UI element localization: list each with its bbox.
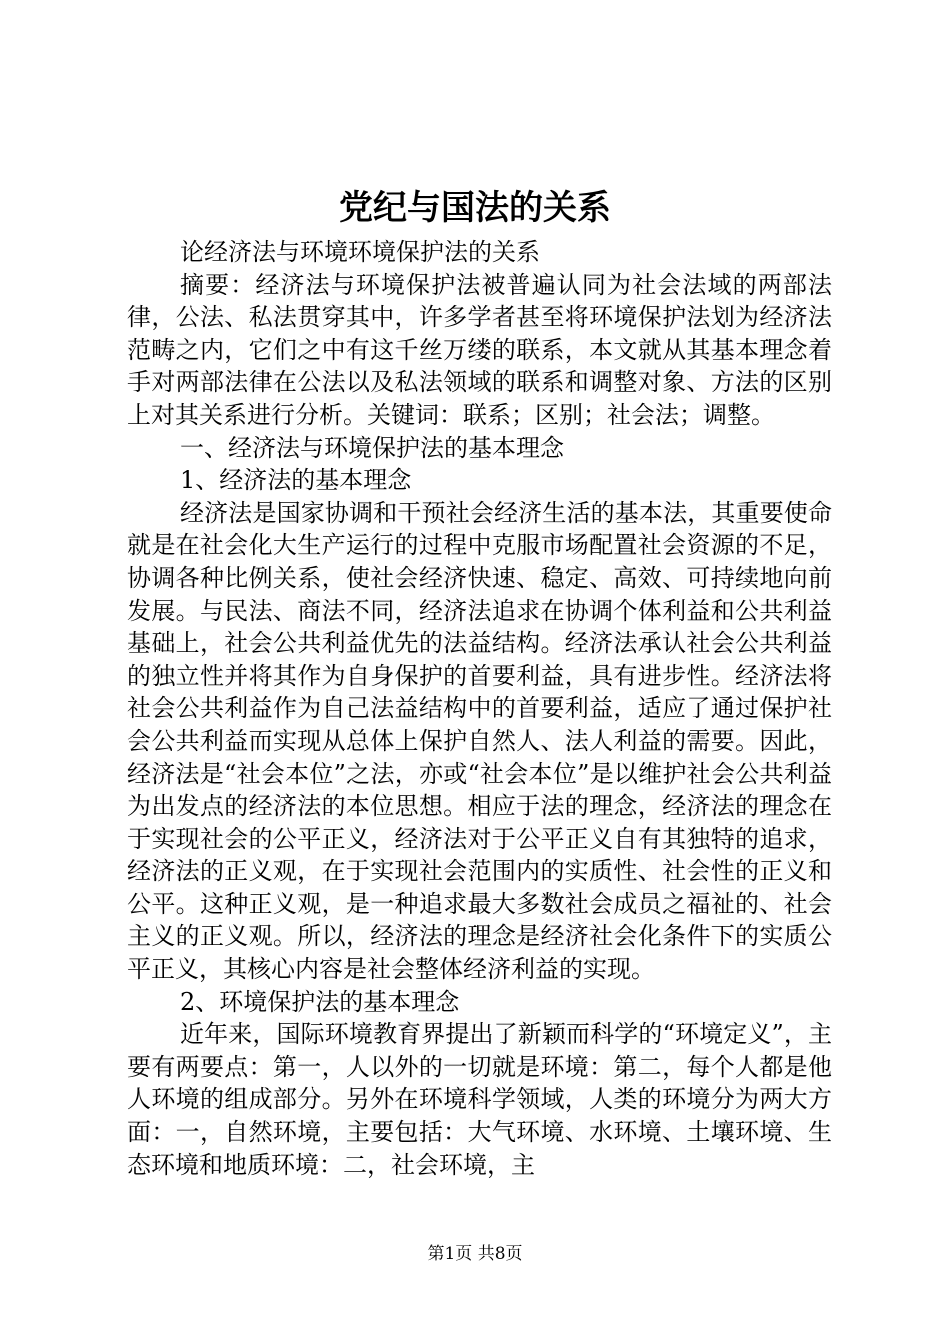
page-footer: 第1页 共8页 bbox=[427, 1244, 523, 1264]
heading-section-1: 一、经济法与环境保护法的基本理念 bbox=[180, 433, 564, 462]
document-body bbox=[127, 236, 832, 1181]
heading-subsection-1: 1、经济法的基本理念 bbox=[180, 466, 412, 495]
document-title: 党纪与国法的关系 bbox=[339, 188, 611, 228]
paragraph-economic-law-concept: 经济法是国家协调和干预社会经济生活的基本法，其重要使命就是在社会化大生产运行的过程中克服市场配置社会资源的不足，协调各种比例关系，使社会经济快速、稳定、高效、可持续地向前发展。与民法、商法不同，经济法追求在协调个体利益和公共利益基础上，社会公共利益优先的法益结构。经济法承认社会公共利益的独立性并将其作为自身保护的首要利益，具有进步性。经济法将社会公共利益作为自己法益结构中的首要利益，适应了通过保护社会公共利益而实现从总体上保护自然人、法人利益的需要。因此，经济法是“社会本位”之法，亦或“社会本位”是以维护社会公共利益为出发点的经济法的本位思想。相应于法的理念，经济法的理念在于实现社会的公平正义，经济法对于公平正义自有其独特的追求，经济法的正义观，在于实现社会范围内的实质性、社会性的正义和公平。这种正义观，是一种追求最大多数社会成员之福祉的、社会主义的正义观。所以，经济法的理念是经济社会化条件下的实质公平正义，其核心内容是社会整体经济利益的实现。 bbox=[127, 498, 832, 984]
paragraph-environment-definition: 近年来，国际环境教育界提出了新颖而科学的“环境定义”，主要有两要点：第一，人以外的一切就是环境：第二，每个人都是他人环境的组成部分。另外在环境科学领域，人类的环境分为两大方面：一，自然环境，主要包括：大气环境、水环境、土壤环境、生态环境和地质环境：二，社会环境，主 bbox=[127, 1020, 832, 1179]
paragraph-abstract: 摘要：经济法与环境保护法被普遍认同为社会法域的两部法律，公法、私法贯穿其中，许多学者甚至将环境保护法划为经济法范畴之内，它们之中有这千丝万缕的联系，本文就从其基本理念着手对两部法律在公法以及私法领域的联系和调整对象、方法的区别上对其关系进行分析。关键词：联系；区别；社会法；调整。 bbox=[127, 270, 832, 429]
paragraph-article-title: 论经济法与环境环境保护法的关系 bbox=[180, 238, 540, 266]
heading-subsection-2: 2、环境保护法的基本理念 bbox=[180, 987, 460, 1016]
